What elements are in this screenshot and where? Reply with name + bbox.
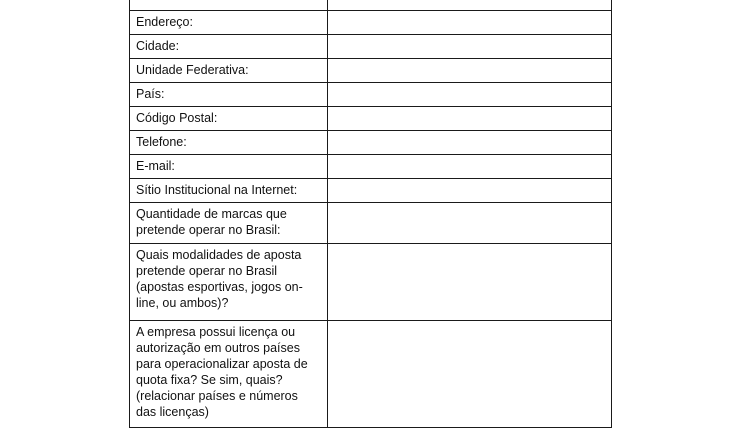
field-value-modalidades-aposta[interactable] [328,244,612,321]
field-value-unidade-federativa[interactable] [328,59,612,83]
label-line: (relacionar países e números [136,389,298,403]
partial-label-cell [130,0,328,11]
label-line: para operacionalizar aposta de [136,357,308,371]
field-label-cidade: Cidade: [130,35,328,59]
label-line: Quais modalidades de aposta [136,248,302,262]
field-value-endereco[interactable] [328,11,612,35]
label-line: line, ou ambos)? [136,296,229,310]
table-row-telefone [130,131,612,155]
label-line: autorização em outros países [136,341,300,355]
field-value-sitio-institucional[interactable] [328,179,612,203]
field-value-codigo-postal[interactable] [328,107,612,131]
registration-form-table [129,0,612,428]
table-row-unidade-federativa [130,59,612,83]
table-row-modalidades-aposta [130,244,612,321]
field-label-quantidade-marcas [130,203,328,244]
label-line: (apostas esportivas, jogos on- [136,280,303,294]
table-row-sitio-institucional [130,179,612,203]
partial-value-cell[interactable] [328,0,612,11]
label-line: pretende operar no Brasil: [136,223,281,237]
label-line: pretende operar no Brasil [136,264,278,278]
field-label-telefone: Telefone: [130,131,328,155]
table-row-email [130,155,612,179]
field-value-email[interactable] [328,155,612,179]
label-line: das licenças) [136,405,209,419]
table-row-pais [130,83,612,107]
label-line: quota fixa? Se sim, quais? [136,373,283,387]
field-label-codigo-postal: Código Postal: [130,107,328,131]
table-row-partial-top [130,0,612,11]
table-row-quantidade-marcas [130,203,612,244]
field-label-pais: País: [130,83,328,107]
field-label-modalidades-aposta [130,244,328,321]
field-label-sitio-institucional: Sítio Institucional na Internet: [130,179,328,203]
table-row-endereco [130,11,612,35]
label-line: A empresa possui licença ou [136,325,296,339]
field-label-licenca-outros-paises [130,321,328,428]
field-value-telefone[interactable] [328,131,612,155]
field-value-cidade[interactable] [328,35,612,59]
field-value-quantidade-marcas[interactable] [328,203,612,244]
table-row-licenca-outros-paises [130,321,612,428]
field-value-licenca-outros-paises[interactable] [328,321,612,428]
field-value-pais[interactable] [328,83,612,107]
table-row-codigo-postal [130,107,612,131]
label-line: Quantidade de marcas que [136,207,287,221]
field-label-email: E-mail: [130,155,328,179]
field-label-endereco: Endereço: [130,11,328,35]
table-row-cidade [130,35,612,59]
field-label-unidade-federativa: Unidade Federativa: [130,59,328,83]
